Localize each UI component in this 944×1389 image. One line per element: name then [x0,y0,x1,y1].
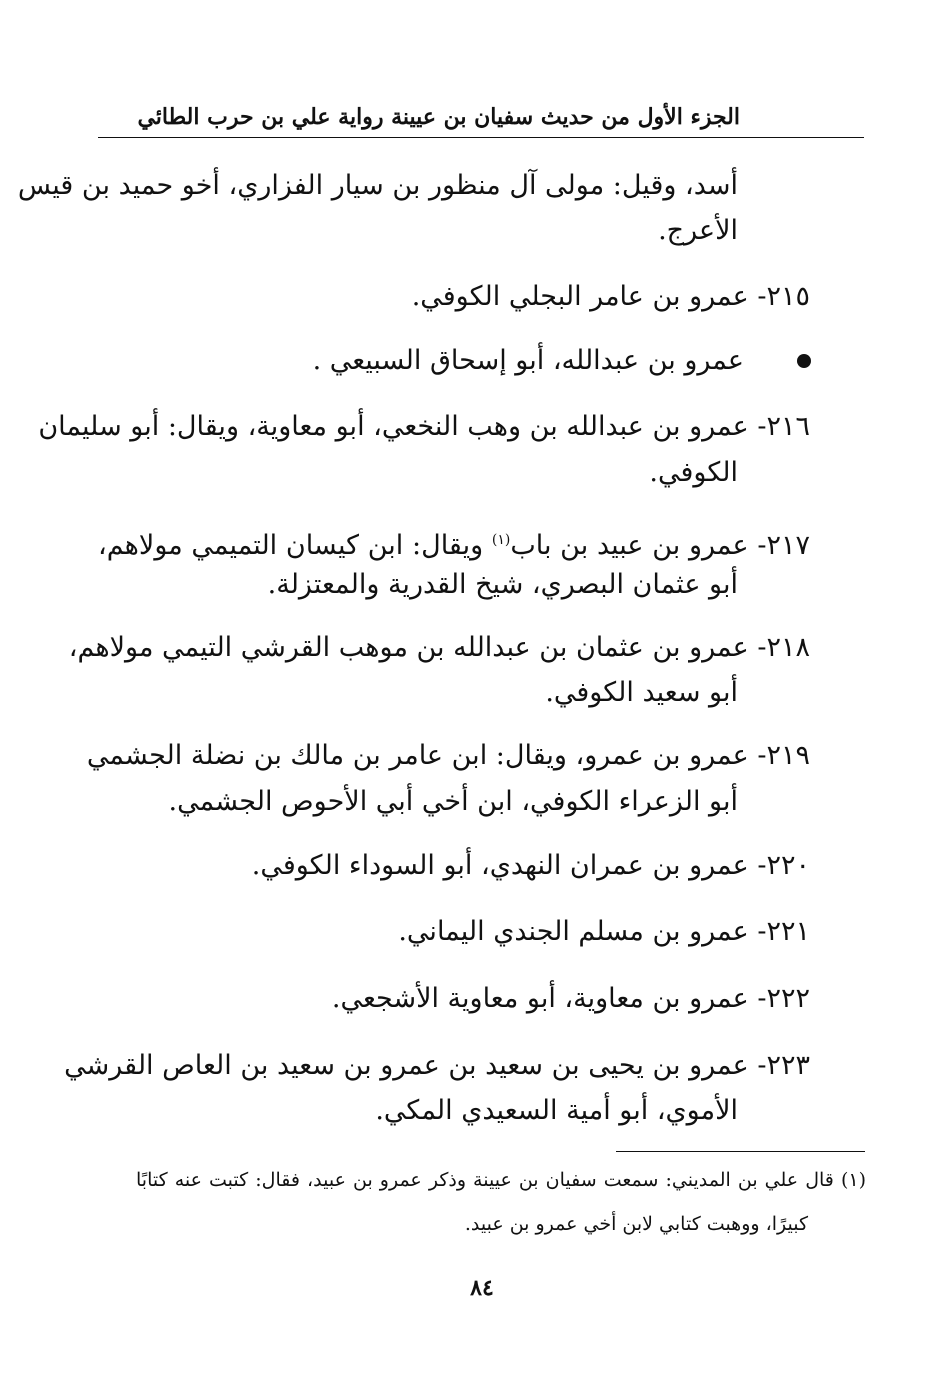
entry-217-alt: ويقال: ابن كيسان التميمي مولاهم، [98,530,492,561]
continuation-line-1: أسد، وقيل: مولى آل منظور بن سيار الفزاري، أخو حميد بن قيس [17,170,738,201]
entry-215: ٢١٥- عمرو بن عامر البجلي الكوفي. [411,281,810,312]
entry-222: ٢٢٢- عمرو بن معاوية، أبو معاوية الأشجعي. [331,983,810,1014]
entry-221: ٢٢١- عمرو بن مسلم الجندي اليماني. [398,916,810,947]
footnote-1-line-1: (١) قال علي بن المديني: سمعت سفيان بن عيينة وذكر عمرو بن عبيد، فقال: كتبت عنه كتابًا [136,1169,866,1191]
entry-218-line-2: أبو سعيد الكوفي. [545,677,738,708]
page-number: ٨٤ [470,1275,494,1301]
entry-218-line-1: ٢١٨- عمرو بن عثمان بن عبدالله بن موهب القرشي التيمي مولاهم، [68,632,810,663]
bullet-icon [797,354,811,368]
entry-217-name: ٢١٧- عمرو بن عبيد بن باب [510,530,810,561]
footnote-ref-1[interactable]: (١) [491,532,511,548]
running-header-title: الجزء الأول من حديث سفيان بن عيينة رواية علي بن حرب الطائي [137,104,740,130]
continuation-line-2: الأعرج. [658,215,738,246]
entry-223-line-1: ٢٢٣- عمرو بن يحيى بن سعيد بن عمرو بن سعيد بن العاص القرشي [64,1050,810,1081]
entry-219-line-1: ٢١٩- عمرو بن عمرو، ويقال: ابن عامر بن مالك بن نضلة الجشمي [86,740,810,771]
entry-217-line-2: أبو عثمان البصري، شيخ القدرية والمعتزلة. [267,569,738,600]
entry-220: ٢٢٠- عمرو بن عمران النهدي، أبو السوداء الكوفي. [251,850,810,881]
footnote-divider [616,1151,865,1152]
entry-216-line-1: ٢١٦- عمرو بن عبدالله بن وهب النخعي، أبو معاوية، ويقال: أبو سليمان [38,411,810,442]
entry-bullet-sabii: عمرو بن عبدالله، أبو إسحاق السبيعي . [312,345,744,376]
entry-223-line-2: الأموي، أبو أمية السعيدي المكي. [375,1095,738,1126]
entry-219-line-2: أبو الزعراء الكوفي، ابن أخي أبي الأحوص الجشمي. [168,786,738,817]
entry-217-line-1 [98,522,810,564]
header-divider [98,137,864,138]
entry-216-line-2: الكوفي. [649,457,738,488]
footnote-1-line-2: كبيرًا، ووهبت كتابي لابن أخي عمرو بن عبيد. [464,1213,808,1235]
